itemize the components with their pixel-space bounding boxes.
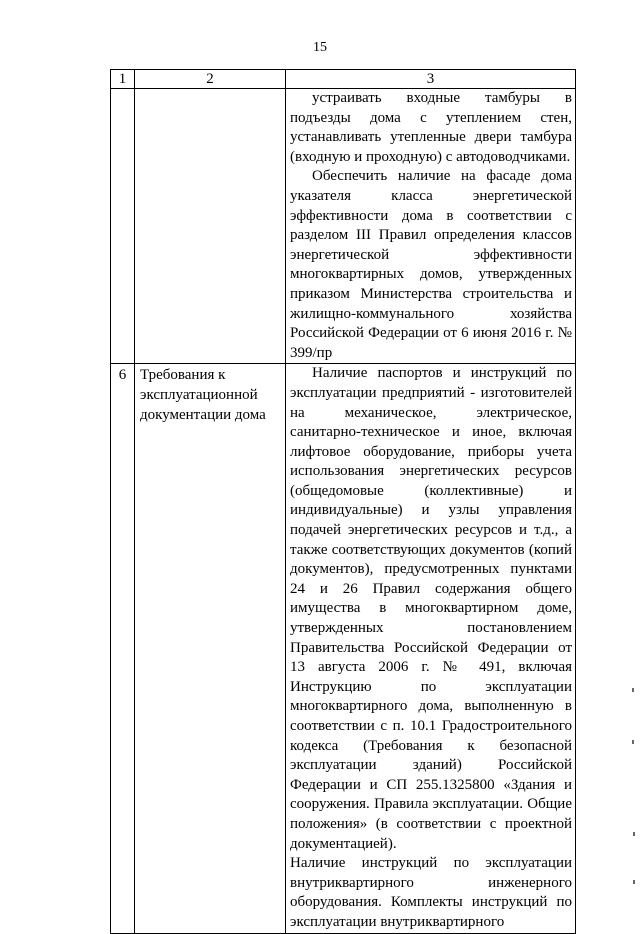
column-header-2: 2 [135,70,286,89]
paragraph: Обеспечить наличие на фасаде дома указателя класса энергетической эффективности дома в соответствии с разделом III Правил определения классов энергетической эффективности многоквартирных домов, утвержденных приказом Министерства строительства и жилищно-коммунального хозяйства Российской Федерации от 6 июня 2016 г. № 399/пр [290,168,572,361]
scan-mark [632,688,634,692]
table-row [111,364,576,933]
page-number: 15 [313,40,327,55]
row-title: Требования к эксплуатационной документации дома [135,364,286,933]
table-row [111,89,576,364]
column-header-1: 1 [111,70,135,89]
scan-mark [633,832,635,836]
paragraph: Наличие инструкций по эксплуатации внутриквартирного инженерного оборудования. Комплекты инструкций по эксплуатации внутриквартирного [290,855,572,930]
paragraph: Наличие паспортов и инструкций по эксплуатации предприятий - изготовителей на механическое, электрическое, санитарно-техническое и иное, включая лифтовое оборудование, приборы учета использования энергетических ресурсов (общедомовые (коллективные) и индивидуальные) и узлы управления подачей энергетических ресурсов и т.д., а также соответствующих документов (копий документов), предусмотренных пунктами 24 и 26 Правил содержания общего имущества в многоквартирном доме, утвержденных постановлением Правительства Российской Федерации от 13 августа 2006 г. № 491, включая Инструкцию по эксплуатации многоквартирного дома, выполненную в соответствии с п. 10.1 Градостроительного кодекса (Требования к безопасной эксплуатации зданий) Российской Федерации и СП 255.1325800 «Здания и сооружения. Правила эксплуатации. Общие положения» (в соответствии с проектной документацией). [290,365,572,852]
paragraph: устраивать входные тамбуры в подъезды дома с утеплением стен, устанавливать утепленные двери тамбура (входную и проходную) с автодоводчиками. [290,90,572,165]
scan-mark [632,740,634,744]
row-number [111,89,135,364]
row-requirements [286,89,576,364]
table-header-row [111,70,576,89]
row-title [135,89,286,364]
column-header-3: 3 [286,70,576,89]
row-requirements [286,364,576,933]
scan-mark [633,880,635,884]
row-number: 6 [111,364,135,933]
requirements-table [110,69,576,934]
